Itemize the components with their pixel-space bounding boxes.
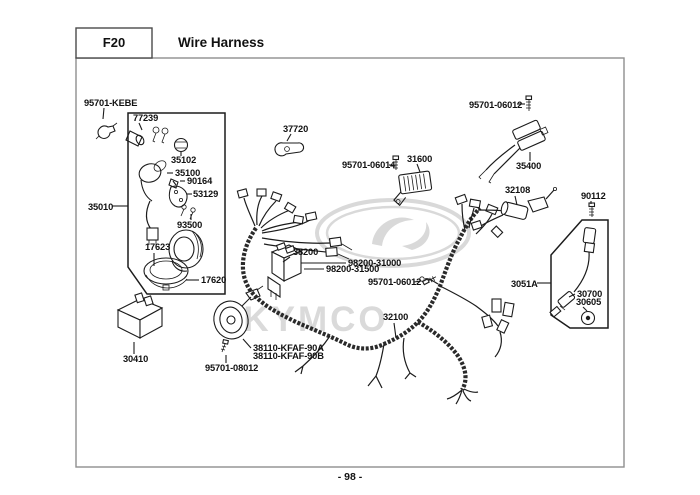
part-label-35100: 35100: [175, 168, 201, 178]
watermark-text: KYMCO: [243, 300, 389, 339]
switch-cap-drawing: [175, 139, 188, 152]
bolt-08012-drawing: [221, 340, 228, 352]
part-label-93500: 93500: [177, 220, 203, 230]
part-label-38110-kfaf-90a: 38110-KFAF-90A: [253, 343, 324, 353]
part-label-35400: 35400: [516, 161, 542, 171]
section-code: F20: [102, 35, 126, 50]
part-label-53129: 53129: [193, 189, 219, 199]
switch-35400-drawing: [479, 120, 548, 183]
page-number: - 98 -: [337, 471, 363, 483]
part-label-35102: 35102: [171, 155, 197, 165]
part-label-98200-31000: 98200-31000: [348, 258, 402, 268]
cdi-unit-drawing: [118, 293, 162, 338]
part-label-30410: 30410: [123, 354, 149, 364]
base-17620-drawing: [144, 258, 188, 290]
part-label-77239: 77239: [133, 113, 159, 123]
page-title: Wire Harness: [178, 35, 265, 50]
ignition-switch-small-drawing: [126, 127, 168, 146]
bolt-06012-top-drawing: [526, 96, 532, 111]
part-label-30700: 30700: [577, 289, 603, 299]
plate-53129-drawing: [169, 186, 187, 207]
part-label-17620: 17620: [201, 275, 227, 285]
part-label-95701-06012-mid: 95701-06012: [368, 277, 422, 287]
part-label-32100: 32100: [383, 312, 409, 322]
main-ignition-switch-drawing: [137, 159, 168, 245]
plug-lead-drawing: [550, 227, 596, 324]
clip-kebe-drawing: [96, 123, 117, 139]
part-label-95701-kebe: 95701-KEBE: [84, 98, 138, 108]
part-label-90164: 90164: [187, 176, 213, 186]
part-label-98200-31500: 98200-31500: [326, 264, 380, 274]
key-cover-drawing: [275, 143, 304, 156]
part-label-95701-08012: 95701-08012: [205, 363, 259, 373]
part-label-95701-06012-top: 95701-06012: [469, 100, 523, 110]
part-label-31600: 31600: [407, 154, 433, 164]
screw-set-drawing: [181, 205, 195, 219]
part-label-37720: 37720: [283, 124, 309, 134]
part-label-17623: 17623: [145, 242, 171, 252]
part-label-95701-06014: 95701-06014: [342, 160, 396, 170]
part-label-30605: 30605: [576, 297, 602, 307]
part-label-38200: 38200: [293, 247, 319, 257]
part-label-90112: 90112: [581, 191, 606, 201]
part-label-32108: 32108: [505, 185, 531, 195]
bolt-06012-mid-drawing: [423, 275, 438, 286]
part-label-35010: 35010: [88, 202, 114, 212]
part-label-38110-kfaf-90b: 38110-KFAF-90B: [253, 351, 324, 361]
bolt-90112-drawing: [589, 203, 595, 217]
part-label-3051a: 3051A: [511, 279, 538, 289]
